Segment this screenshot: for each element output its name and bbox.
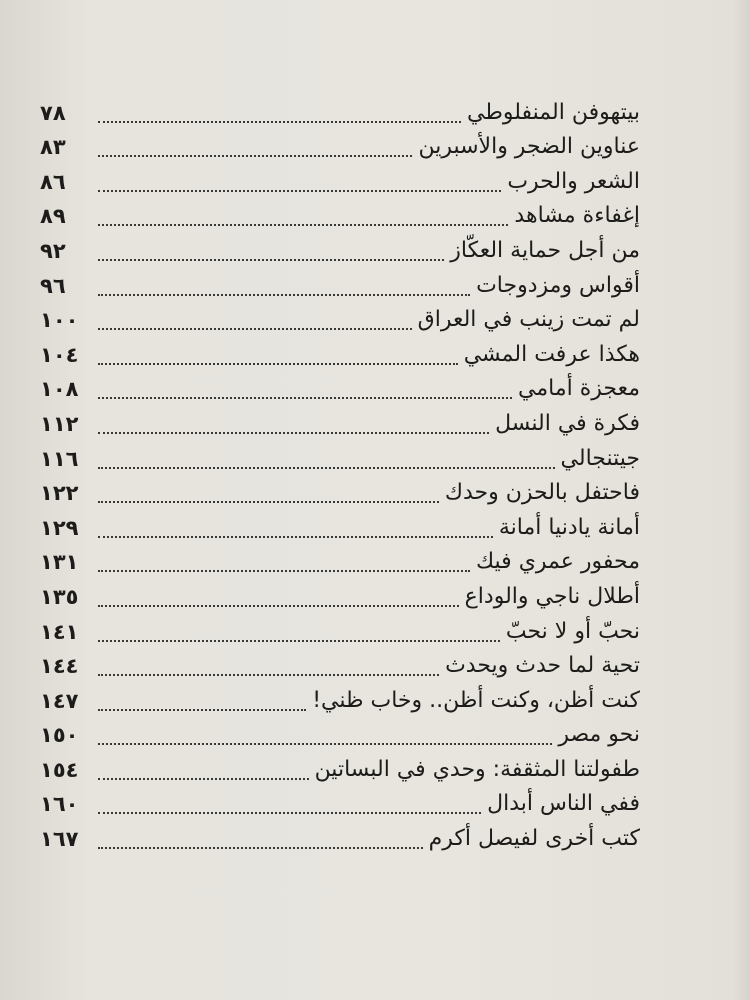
toc-entry-title: كنت أظن، وكنت أظن.. وخاب ظني! [312,687,640,713]
table-of-contents [40,92,640,853]
toc-entry [40,576,640,611]
dot-leader [98,743,552,745]
toc-entry-title: كتب أخرى لفيصل أكرم [428,826,640,852]
toc-entry [40,265,640,300]
dot-leader [98,155,412,157]
toc-entry [40,438,640,473]
dot-leader [98,363,458,365]
page-edge-shadow [732,0,750,1000]
toc-entry-page: ٨٦ [40,169,66,194]
toc-entry [40,507,640,542]
toc-entry-page: ١٦٧ [40,827,79,852]
toc-entry [40,161,640,196]
toc-entry-page: ١١٦ [40,446,79,471]
toc-entry [40,369,640,404]
toc-entry-title: إغفاءة مشاهد [514,203,640,229]
toc-entry [40,473,640,508]
dot-leader [98,224,508,226]
toc-entry [40,542,640,577]
dot-leader [98,121,461,123]
toc-entry-title: معجزة أمامي [518,376,640,402]
toc-entry-page: ١٥٤ [40,757,79,782]
dot-leader [98,328,412,330]
dot-leader [98,709,306,711]
toc-entry-title: فاحتفل بالحزن وحدك [444,480,640,506]
toc-entry [40,127,640,162]
toc-entry-title: هكذا عرفت المشي [463,341,640,367]
dot-leader [98,397,512,399]
toc-entry [40,334,640,369]
dot-leader [98,605,459,607]
dot-leader [98,778,309,780]
dot-leader [98,259,444,261]
toc-entry [40,300,640,335]
toc-entry [40,715,640,750]
toc-entry [40,230,640,265]
toc-entry-page: ١٠٠ [40,308,79,333]
toc-entry-title: طفولتنا المثقفة: وحدي في البساتين [314,756,640,782]
toc-entry-page: ١٤٧ [40,688,79,713]
toc-entry-page: ١٥٠ [40,723,79,748]
toc-entry-page: ١٦٠ [40,792,79,817]
toc-entry-title: عناوين الضجر والأسبرين [418,134,640,160]
toc-entry-title: تحية لما حدث ويحدث [445,653,640,679]
toc-entry-title: من أجل حماية العكّاز [450,237,640,263]
toc-entry-title: ففي الناس أبدال [487,791,640,817]
toc-entry-page: ١٤٤ [40,654,79,679]
toc-entry-title: بيتهوفن المنفلوطي [467,99,640,125]
toc-entry-page: ١٤١ [40,619,79,644]
toc-entry-title: نحو مصر [558,722,640,748]
dot-leader [98,432,489,434]
dot-leader [98,640,500,642]
dot-leader [98,501,439,503]
toc-entry-page: ١٣٥ [40,584,79,609]
dot-leader [98,847,423,849]
toc-entry-title: فكرة في النسل [495,410,640,436]
toc-entry [40,784,640,819]
toc-entry [40,92,640,127]
toc-entry [40,818,640,853]
dot-leader [98,674,439,676]
toc-entry [40,611,640,646]
toc-entry [40,646,640,681]
toc-entry-title: جيتنجالي [560,445,640,471]
toc-entry-title: أطلال ناجي والوداع [464,583,640,609]
toc-entry [40,749,640,784]
dot-leader [98,812,481,814]
dot-leader [98,570,470,572]
toc-entry [40,403,640,438]
toc-entry-title: أمانة يادنيا أمانة [498,514,640,540]
toc-entry [40,196,640,231]
toc-entry-page: ١٣١ [40,550,79,575]
toc-entry-page: ٩٢ [40,238,66,263]
toc-entry-title: الشعر والحرب [507,168,640,194]
toc-entry-title: نحبّ أو لا نحبّ [505,618,640,644]
toc-entry-page: ١٢٩ [40,515,79,540]
toc-entry-page: ٩٦ [40,273,66,298]
toc-entry-page: ٨٣ [40,135,66,160]
toc-entry-page: ١٠٨ [40,377,79,402]
toc-entry-title: محفور عمري فيك [476,549,640,575]
toc-entry-page: ٧٨ [40,100,66,125]
dot-leader [98,536,493,538]
toc-entry-page: ٨٩ [40,204,66,229]
toc-entry-title: لم تمت زينب في العراق [417,307,640,333]
dot-leader [98,190,501,192]
dot-leader [98,294,470,296]
toc-entry-page: ١٢٢ [40,481,79,506]
toc-entry-page: ١١٢ [40,411,79,436]
toc-entry-title: أقواس ومزدوجات [476,272,640,298]
toc-entry-page: ١٠٤ [40,342,79,367]
toc-entry [40,680,640,715]
dot-leader [98,467,555,469]
